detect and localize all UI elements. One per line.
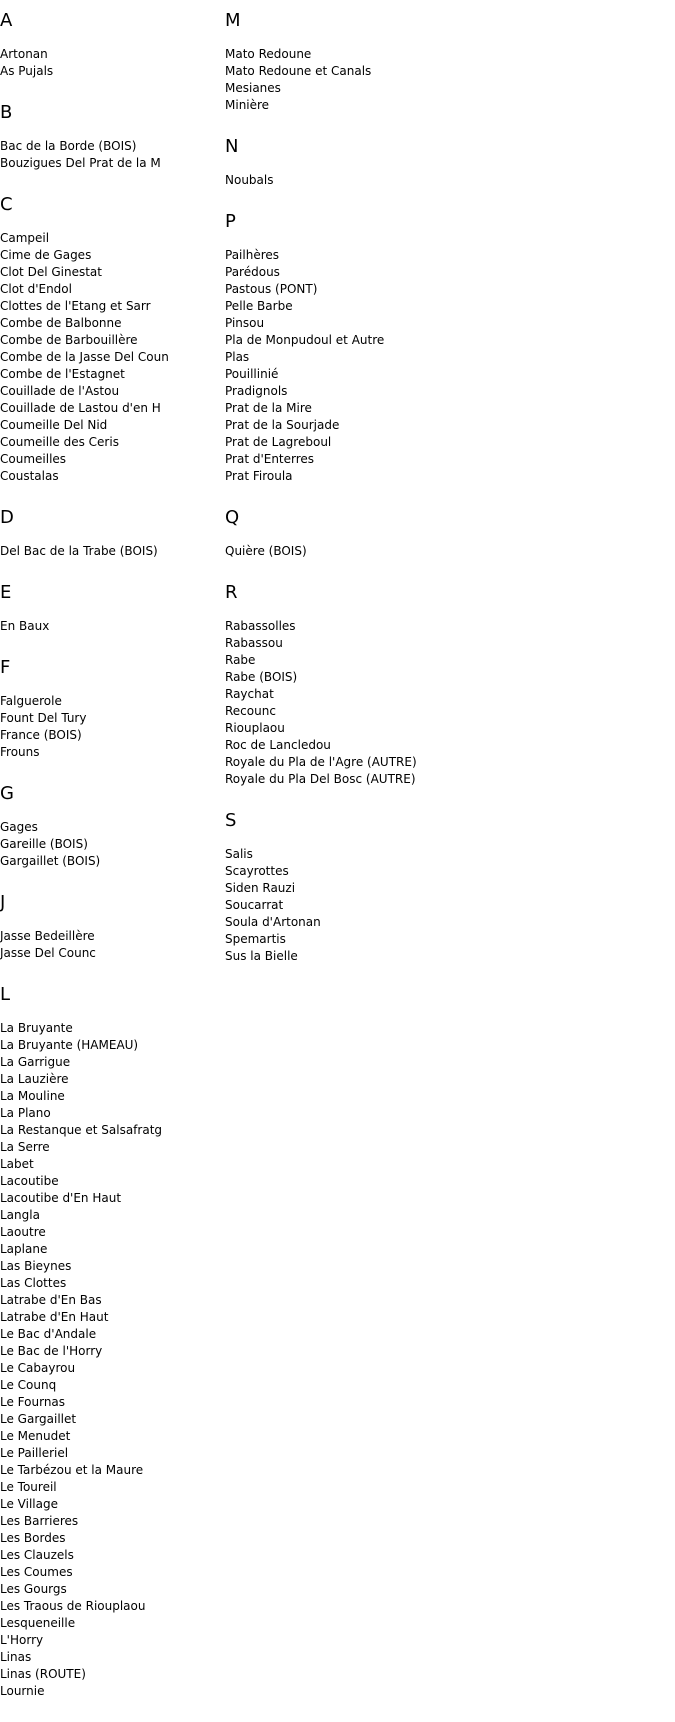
- place-link[interactable]: Le Fournas: [0, 1395, 66, 1409]
- place-link[interactable]: Le Tarbézou et la Maure: [0, 1463, 144, 1477]
- place-link[interactable]: Le Gargaillet: [0, 1412, 77, 1426]
- letter-section: [225, 810, 455, 965]
- section-letter-heading: M: [225, 10, 241, 31]
- place-link[interactable]: Mato Redoune et Canals: [225, 64, 372, 78]
- place-link[interactable]: Linas: [0, 1650, 32, 1664]
- place-link[interactable]: Soula d'Artonan: [225, 915, 321, 929]
- place-link[interactable]: Laplane: [0, 1242, 48, 1256]
- letter-section: [225, 10, 455, 114]
- place-link[interactable]: Les Coumes: [0, 1565, 73, 1579]
- place-link[interactable]: Couillade de Lastou d'en H: [0, 401, 161, 415]
- place-link[interactable]: Prat de Lagreboul: [225, 435, 332, 449]
- place-list: [0, 46, 210, 80]
- place-link[interactable]: Les Gourgs: [0, 1582, 67, 1596]
- place-link[interactable]: Le Pailleriel: [0, 1446, 69, 1460]
- place-link[interactable]: Laoutre: [0, 1225, 46, 1239]
- place-link[interactable]: Combe de Balbonne: [0, 316, 122, 330]
- place-link[interactable]: La Garrigue: [0, 1055, 71, 1069]
- section-letter-heading: L: [0, 984, 11, 1005]
- place-link[interactable]: Riouplaou: [225, 721, 285, 735]
- place-link[interactable]: Les Bordes: [0, 1531, 66, 1545]
- letter-section: [0, 582, 210, 635]
- place-link[interactable]: Les Clauzels: [0, 1548, 74, 1562]
- letter-section: [0, 892, 210, 962]
- place-link[interactable]: Le Bac d'Andale: [0, 1327, 97, 1341]
- section-letter-heading: S: [225, 810, 237, 831]
- place-link[interactable]: Campeil: [0, 231, 50, 245]
- place-link[interactable]: En Baux: [0, 619, 50, 633]
- place-link[interactable]: Las Clottes: [0, 1276, 67, 1290]
- section-letter-heading: R: [225, 582, 238, 603]
- place-link[interactable]: Sus la Bielle: [225, 949, 298, 963]
- section-letter-heading: G: [0, 783, 14, 804]
- place-link[interactable]: La Plano: [0, 1106, 51, 1120]
- letter-section: [225, 136, 455, 189]
- place-list: [0, 543, 210, 560]
- place-link[interactable]: L'Horry: [0, 1633, 44, 1647]
- place-link[interactable]: Linas (ROUTE): [0, 1667, 86, 1681]
- letter-section: [0, 984, 210, 1700]
- place-link[interactable]: Coumeille Del Nid: [0, 418, 108, 432]
- place-link[interactable]: Pastous (PONT): [225, 282, 318, 296]
- place-link[interactable]: Fount Del Tury: [0, 711, 87, 725]
- place-list: [225, 543, 455, 560]
- place-link[interactable]: Combe de la Jasse Del Coun: [0, 350, 169, 364]
- section-letter-heading: Q: [225, 507, 240, 528]
- place-link[interactable]: Latrabe d'En Bas: [0, 1293, 102, 1307]
- place-link[interactable]: Artonan: [0, 47, 48, 61]
- section-letter-heading: C: [0, 194, 13, 215]
- place-link[interactable]: Pla de Monpudoul et Autre: [225, 333, 385, 347]
- place-link[interactable]: Le Bac de l'Horry: [0, 1344, 103, 1358]
- place-link[interactable]: Quière (BOIS): [225, 544, 307, 558]
- section-letter-heading: E: [0, 582, 12, 603]
- section-letter-heading: F: [0, 657, 11, 678]
- place-link[interactable]: Lesqueneille: [0, 1616, 76, 1630]
- letter-section: [225, 211, 455, 485]
- place-link[interactable]: Pinsou: [225, 316, 265, 330]
- place-link[interactable]: Le Toureil: [0, 1480, 57, 1494]
- place-list: [0, 138, 210, 172]
- place-link[interactable]: Lacoutibe: [0, 1174, 59, 1188]
- place-list: [0, 1020, 210, 1700]
- place-list: [0, 693, 210, 761]
- letter-section: [0, 194, 210, 485]
- place-link[interactable]: Prat de la Mire: [225, 401, 312, 415]
- place-link[interactable]: France (BOIS): [0, 728, 82, 742]
- place-link[interactable]: Coumeilles: [0, 452, 67, 466]
- place-link[interactable]: Clot Del Ginestat: [0, 265, 102, 279]
- place-link[interactable]: Latrabe d'En Haut: [0, 1310, 109, 1324]
- place-link[interactable]: Pouillinié: [225, 367, 279, 381]
- place-link[interactable]: Royale du Pla Del Bosc (AUTRE): [225, 772, 416, 786]
- place-link[interactable]: Noubals: [225, 173, 274, 187]
- index-column-left: [0, 10, 210, 1722]
- place-link[interactable]: Gargaillet (BOIS): [0, 854, 101, 868]
- section-letter-heading: P: [225, 211, 236, 232]
- place-link[interactable]: Le Village: [0, 1497, 58, 1511]
- place-link[interactable]: Combe de Barbouillère: [0, 333, 138, 347]
- place-link[interactable]: La Mouline: [0, 1089, 65, 1103]
- place-list: [0, 928, 210, 962]
- place-link[interactable]: Gareille (BOIS): [0, 837, 88, 851]
- place-link[interactable]: Jasse Bedeillère: [0, 929, 95, 943]
- place-link[interactable]: Rabe: [225, 653, 256, 667]
- place-link[interactable]: Siden Rauzi: [225, 881, 296, 895]
- letter-section: [225, 582, 455, 788]
- place-link[interactable]: Clot d'Endol: [0, 282, 72, 296]
- place-link[interactable]: Falguerole: [0, 694, 62, 708]
- place-link[interactable]: Gages: [0, 820, 38, 834]
- place-list: [225, 247, 455, 485]
- place-link[interactable]: Couillade de l'Astou: [0, 384, 120, 398]
- place-link[interactable]: Minière: [225, 98, 270, 112]
- place-link[interactable]: Frouns: [0, 745, 40, 759]
- place-link[interactable]: Jasse Del Counc: [0, 946, 96, 960]
- place-link[interactable]: Bac de la Borde (BOIS): [0, 139, 137, 153]
- place-link[interactable]: La Restanque et Salsafratg: [0, 1123, 163, 1137]
- place-link[interactable]: Labet: [0, 1157, 34, 1171]
- letter-section: [0, 102, 210, 172]
- place-link[interactable]: Clottes de l'Etang et Sarr: [0, 299, 151, 313]
- place-link[interactable]: Spemartis: [225, 932, 286, 946]
- place-link[interactable]: As Pujals: [0, 64, 54, 78]
- place-link[interactable]: Le Menudet: [0, 1429, 71, 1443]
- place-link[interactable]: La Bruyante: [0, 1021, 73, 1035]
- place-link[interactable]: Prat Firoula: [225, 469, 293, 483]
- section-letter-heading: A: [0, 10, 13, 31]
- place-link[interactable]: Combe de l'Estagnet: [0, 367, 125, 381]
- place-link[interactable]: Coumeille des Ceris: [0, 435, 119, 449]
- place-link[interactable]: Salis: [225, 847, 253, 861]
- place-link[interactable]: Lournie: [0, 1684, 45, 1698]
- place-link[interactable]: Le Cabayrou: [0, 1361, 76, 1375]
- place-link[interactable]: Bouzigues Del Prat de la M: [0, 156, 161, 170]
- letter-section: [0, 657, 210, 761]
- place-link[interactable]: Pelle Barbe: [225, 299, 293, 313]
- place-link[interactable]: Royale du Pla de l'Agre (AUTRE): [225, 755, 417, 769]
- place-link[interactable]: Pailhères: [225, 248, 280, 262]
- place-link[interactable]: Del Bac de la Trabe (BOIS): [0, 544, 158, 558]
- place-link[interactable]: Coustalas: [0, 469, 59, 483]
- index-column-right: [225, 10, 455, 987]
- place-link[interactable]: Parédous: [225, 265, 280, 279]
- place-link[interactable]: Mesianes: [225, 81, 281, 95]
- place-link[interactable]: La Lauzière: [0, 1072, 69, 1086]
- place-link[interactable]: Scayrottes: [225, 864, 289, 878]
- place-link[interactable]: Les Barrieres: [0, 1514, 79, 1528]
- letter-section: [0, 10, 210, 80]
- place-link[interactable]: Soucarrat: [225, 898, 284, 912]
- place-link[interactable]: Langla: [0, 1208, 40, 1222]
- place-link[interactable]: La Bruyante (HAMEAU): [0, 1038, 139, 1052]
- place-link[interactable]: La Serre: [0, 1140, 50, 1154]
- place-link[interactable]: Plas: [225, 350, 250, 364]
- place-link[interactable]: Mato Redoune: [225, 47, 312, 61]
- section-letter-heading: B: [0, 102, 13, 123]
- section-letter-heading: D: [0, 507, 14, 528]
- place-link[interactable]: Cime de Gages: [0, 248, 92, 262]
- section-letter-heading: J: [0, 892, 6, 913]
- place-link[interactable]: Lacoutibe d'En Haut: [0, 1191, 122, 1205]
- place-link[interactable]: Recounc: [225, 704, 276, 718]
- place-list: [225, 846, 455, 965]
- place-link[interactable]: Rabassou: [225, 636, 283, 650]
- place-link[interactable]: Les Traous de Riouplaou: [0, 1599, 146, 1613]
- place-link[interactable]: Prat de la Sourjade: [225, 418, 340, 432]
- place-list: [0, 819, 210, 870]
- place-link[interactable]: Rabassolles: [225, 619, 296, 633]
- place-link[interactable]: Raychat: [225, 687, 274, 701]
- letter-section: [225, 507, 455, 560]
- place-link[interactable]: Roc de Lancledou: [225, 738, 331, 752]
- place-list: [225, 46, 455, 114]
- place-list: [0, 230, 210, 485]
- place-link[interactable]: Las Bieynes: [0, 1259, 72, 1273]
- place-list: [0, 618, 210, 635]
- place-list: [225, 618, 455, 788]
- place-link[interactable]: Le Counq: [0, 1378, 57, 1392]
- place-link[interactable]: Pradignols: [225, 384, 288, 398]
- place-link[interactable]: Rabe (BOIS): [225, 670, 298, 684]
- section-letter-heading: N: [225, 136, 239, 157]
- letter-section: [0, 783, 210, 870]
- place-list: [225, 172, 455, 189]
- place-link[interactable]: Prat d'Enterres: [225, 452, 315, 466]
- letter-section: [0, 507, 210, 560]
